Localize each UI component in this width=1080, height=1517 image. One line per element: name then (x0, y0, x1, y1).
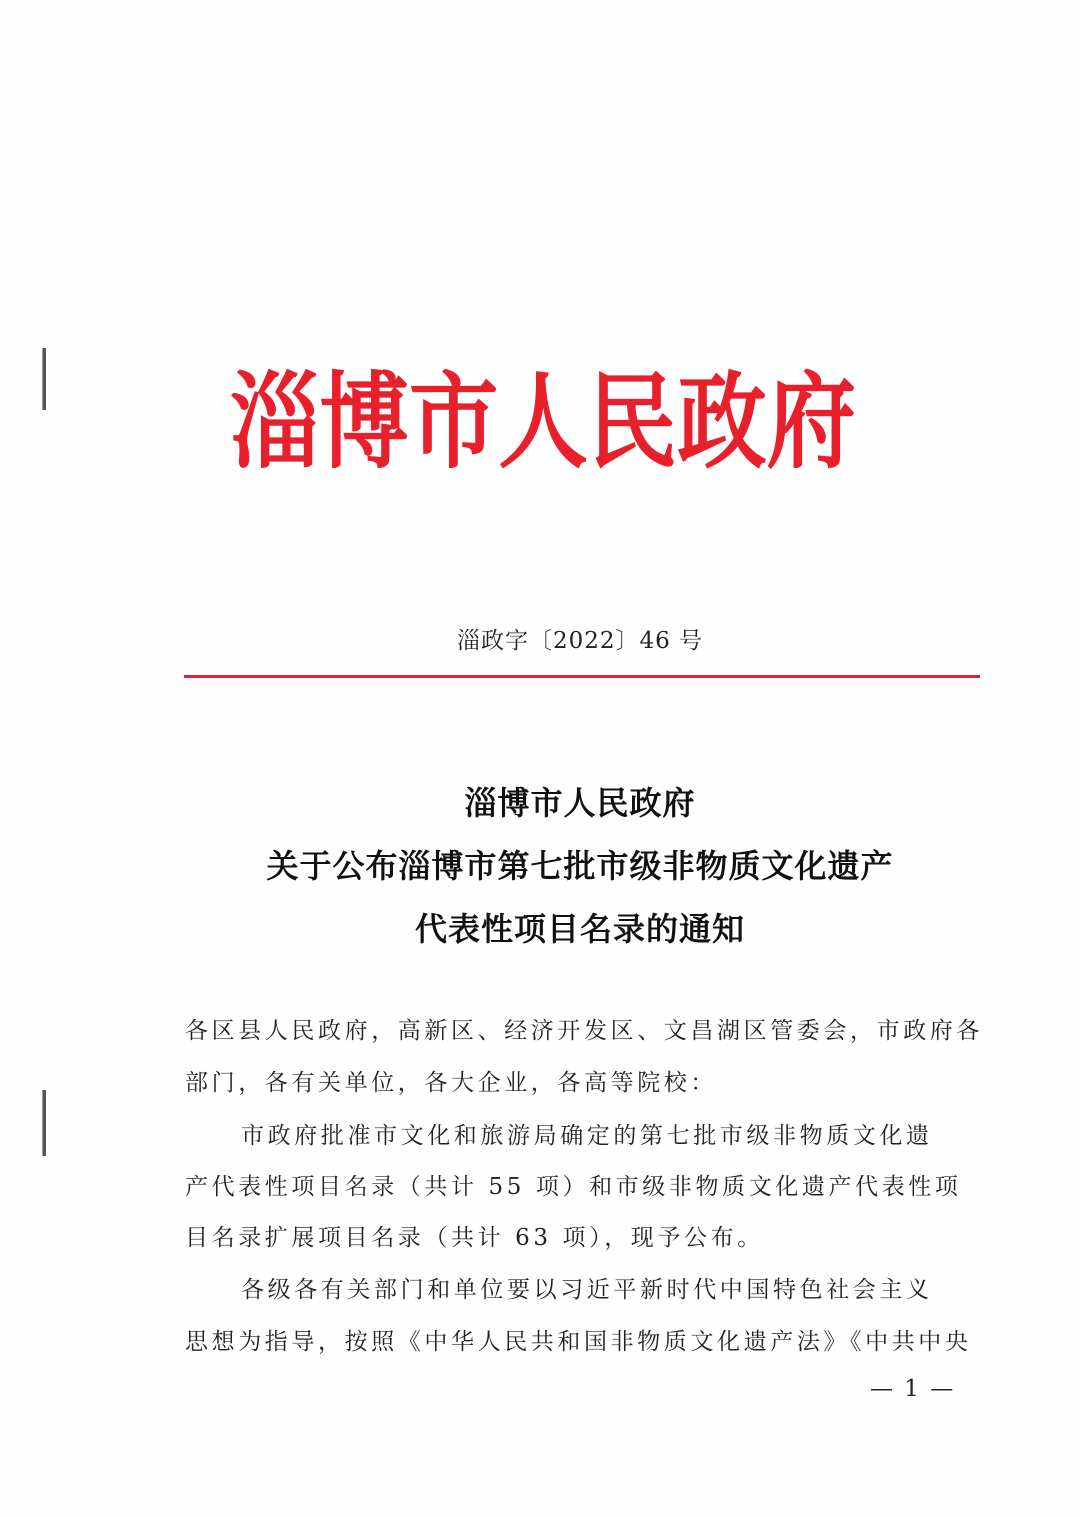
binding-mark-bottom (42, 1090, 46, 1156)
paragraph-2-line-1: 各级各有关部门和单位要以习近平新时代中国特色社会主义 (241, 1277, 933, 1303)
paragraph-1-line-2: 产代表性项目名录（共计 55 项）和市级非物质文化遗产代表性项 (185, 1174, 962, 1200)
paragraph-2-line-2: 思想为指导，按照《中华人民共和国非物质文化遗产法》《中共中央 (185, 1329, 972, 1355)
red-divider-line (184, 675, 980, 678)
addressee-line-2: 部门，各有关单位，各大企业，各高等院校： (185, 1070, 717, 1096)
title-line-3: 代表性项目名录的通知 (414, 910, 745, 948)
addressee-line-1: 各区县人民政府，高新区、经济开发区、文昌湖区管委会，市政府各 (185, 1018, 983, 1044)
title-line-2: 关于公布淄博市第七批市级非物质文化遗产 (266, 847, 894, 885)
document-number: 淄政字〔2022〕46 号 (456, 628, 704, 654)
binding-mark-top (42, 348, 46, 410)
page-number: — 1 — (870, 1376, 956, 1402)
title-line-1: 淄博市人民政府 (464, 784, 696, 822)
issuing-org-header: 淄博市人民政府 (230, 360, 857, 483)
paragraph-1-line-3: 目名录扩展项目名录（共计 63 项），现予公布。 (185, 1225, 764, 1251)
paragraph-1-line-1: 市政府批准市文化和旅游局确定的第七批市级非物质文化遗 (241, 1123, 933, 1149)
